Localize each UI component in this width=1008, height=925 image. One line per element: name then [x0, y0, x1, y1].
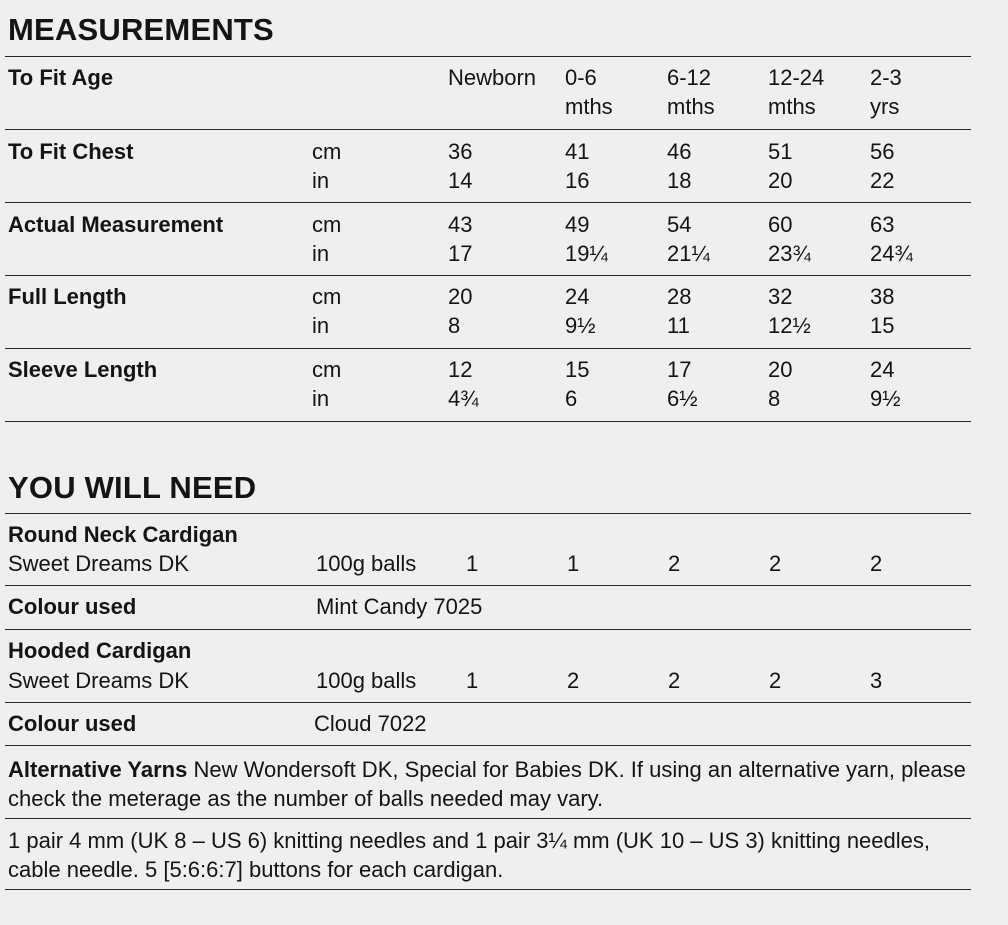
- value-cell: 15: [565, 357, 590, 382]
- unit-in: in: [312, 386, 330, 411]
- value-cell: 23¾: [768, 241, 811, 266]
- ball-qty: 2: [870, 551, 883, 576]
- ball-qty: 2: [668, 551, 681, 576]
- age-label: To Fit Age: [8, 65, 114, 90]
- alternative-yarns-label: Alternative Yarns: [8, 757, 188, 782]
- unit-in: in: [312, 168, 330, 193]
- alternative-yarns-text: New Wondersoft DK, Special for Babies DK. If using an alternative yarn, please check the meterage as the number of balls needed may vary.: [8, 757, 966, 811]
- divider: [5, 889, 971, 890]
- value-cell: 4¾: [448, 386, 479, 411]
- cardigan-name: Round Neck Cardigan: [8, 522, 238, 547]
- divider: [5, 202, 971, 203]
- value-cell: 43: [448, 212, 473, 237]
- value-cell: 18: [667, 168, 692, 193]
- ball-qty: 2: [567, 668, 580, 693]
- row-label: Actual Measurement: [8, 212, 224, 237]
- value-cell: 28: [667, 284, 692, 309]
- age-col-0-6: 0-6: [565, 65, 597, 90]
- value-cell: 21¼: [667, 241, 710, 266]
- row-label: Full Length: [8, 284, 127, 309]
- value-cell: 24¾: [870, 241, 913, 266]
- ball-qty: 2: [769, 551, 782, 576]
- unit-cm: cm: [312, 212, 342, 237]
- value-cell: 11: [667, 313, 690, 338]
- divider: [5, 702, 971, 703]
- row-label: Sleeve Length: [8, 357, 158, 382]
- value-cell: 17: [448, 241, 473, 266]
- value-cell: 54: [667, 212, 692, 237]
- yarn-name: Sweet Dreams DK: [8, 551, 189, 576]
- value-cell: 9½: [565, 313, 596, 338]
- divider: [5, 275, 971, 276]
- ball-qty: 3: [870, 668, 883, 693]
- value-cell: 20: [768, 168, 793, 193]
- ball-unit: 100g balls: [316, 551, 417, 576]
- value-cell: 32: [768, 284, 793, 309]
- divider: [5, 129, 971, 130]
- divider: [5, 513, 971, 514]
- divider: [5, 629, 971, 630]
- ball-qty: 1: [567, 551, 580, 576]
- alternative-yarns-paragraph: [8, 755, 968, 813]
- value-cell: 14: [448, 168, 473, 193]
- value-cell: 12½: [768, 313, 811, 338]
- value-cell: 36: [448, 139, 473, 164]
- divider: [5, 421, 971, 422]
- value-cell: 41: [565, 139, 590, 164]
- value-cell: 19¼: [565, 241, 608, 266]
- cardigan-name: Hooded Cardigan: [8, 638, 192, 663]
- value-cell: 24: [565, 284, 590, 309]
- value-cell: 6½: [667, 386, 698, 411]
- value-cell: 17: [667, 357, 692, 382]
- age-col-6-12: 6-12: [667, 65, 712, 90]
- value-cell: 8: [448, 313, 461, 338]
- colour-value: Mint Candy 7025: [316, 594, 483, 619]
- you-will-need-heading: YOU WILL NEED: [8, 470, 257, 505]
- age-col-6-12-unit: mths: [667, 94, 715, 119]
- value-cell: 56: [870, 139, 895, 164]
- value-cell: 24: [870, 357, 895, 382]
- divider: [5, 56, 971, 57]
- value-cell: 60: [768, 212, 793, 237]
- ball-qty: 1: [466, 668, 479, 693]
- unit-cm: cm: [312, 139, 342, 164]
- value-cell: 51: [768, 139, 793, 164]
- yarn-name: Sweet Dreams DK: [8, 668, 189, 693]
- unit-in: in: [312, 313, 330, 338]
- unit-cm: cm: [312, 357, 342, 382]
- measurements-heading: MEASUREMENTS: [8, 12, 274, 47]
- value-cell: 46: [667, 139, 692, 164]
- value-cell: 12: [448, 357, 473, 382]
- value-cell: 6: [565, 386, 578, 411]
- value-cell: 20: [448, 284, 473, 309]
- age-col-2-3-unit: yrs: [870, 94, 900, 119]
- age-col-12-24: 12-24: [768, 65, 825, 90]
- row-label: To Fit Chest: [8, 139, 134, 164]
- colour-label: Colour used: [8, 594, 137, 619]
- ball-unit: 100g balls: [316, 668, 417, 693]
- ball-qty: 2: [769, 668, 782, 693]
- value-cell: 63: [870, 212, 895, 237]
- age-col-0-6-unit: mths: [565, 94, 613, 119]
- value-cell: 15: [870, 313, 895, 338]
- value-cell: 38: [870, 284, 895, 309]
- divider: [5, 348, 971, 349]
- age-col-newborn: Newborn: [448, 65, 537, 90]
- colour-label: Colour used: [8, 711, 137, 736]
- divider: [5, 745, 971, 746]
- ball-qty: 2: [668, 668, 681, 693]
- value-cell: 49: [565, 212, 590, 237]
- value-cell: 20: [768, 357, 793, 382]
- divider: [5, 818, 971, 819]
- value-cell: 9½: [870, 386, 901, 411]
- value-cell: 16: [565, 168, 590, 193]
- value-cell: 22: [870, 168, 895, 193]
- age-col-2-3: 2-3: [870, 65, 902, 90]
- ball-qty: 1: [466, 551, 479, 576]
- age-col-12-24-unit: mths: [768, 94, 816, 119]
- divider: [5, 585, 971, 586]
- unit-cm: cm: [312, 284, 342, 309]
- unit-in: in: [312, 241, 330, 266]
- value-cell: 8: [768, 386, 781, 411]
- colour-value: Cloud 7022: [314, 711, 427, 736]
- needles-paragraph: 1 pair 4 mm (UK 8 – US 6) knitting needles and 1 pair 3¼ mm (UK 10 – US 3) knitting needles, cable needle. 5 [5:6:6:7] buttons for each cardigan.: [8, 828, 930, 882]
